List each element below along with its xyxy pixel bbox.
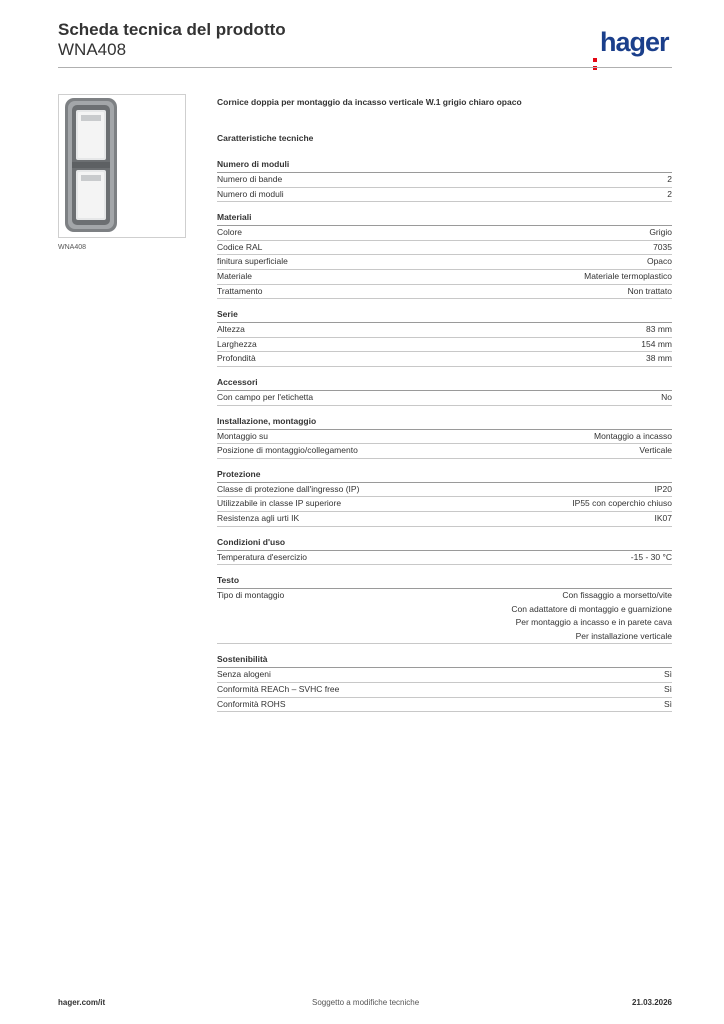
spec-row bbox=[217, 188, 672, 203]
product-image bbox=[58, 94, 186, 238]
spec-section bbox=[217, 211, 672, 299]
spec-row bbox=[217, 483, 672, 498]
spec-row bbox=[217, 551, 672, 566]
spec-value-line: Sì bbox=[663, 669, 672, 680]
spec-label: Conformità ROHS bbox=[217, 698, 286, 709]
section-title: Testo bbox=[217, 574, 672, 589]
spec-section bbox=[217, 653, 672, 712]
spec-section bbox=[217, 468, 672, 527]
spec-value bbox=[646, 323, 672, 337]
spec-row bbox=[217, 512, 672, 527]
spec-value bbox=[572, 497, 672, 511]
spec-value-line: Materiale termoplastico bbox=[584, 270, 672, 281]
spec-row bbox=[217, 430, 672, 445]
spec-value-line: Sì bbox=[663, 684, 672, 695]
double-frame-icon bbox=[59, 95, 185, 237]
spec-row bbox=[217, 255, 672, 270]
spec-label: Altezza bbox=[217, 324, 245, 335]
spec-value bbox=[653, 241, 672, 255]
spec-row bbox=[217, 391, 672, 406]
spec-value-line: 154 mm bbox=[641, 338, 672, 349]
spec-label: Conformità REACh – SVHC free bbox=[217, 684, 340, 695]
spec-value bbox=[641, 338, 672, 352]
spec-row bbox=[217, 352, 672, 367]
header-divider bbox=[58, 67, 672, 68]
spec-row bbox=[217, 270, 672, 285]
section-title: Condizioni d'uso bbox=[217, 536, 672, 551]
spec-label: Utilizzabile in classe IP superiore bbox=[217, 498, 342, 509]
spec-value-line: Montaggio a incasso bbox=[594, 430, 672, 441]
spec-row bbox=[217, 683, 672, 698]
product-name: Cornice doppia per montaggio da incasso verticale W.1 grigio chiaro opaco bbox=[217, 97, 522, 107]
spec-label: Numero di moduli bbox=[217, 188, 284, 199]
section-title: Accessori bbox=[217, 376, 672, 391]
spec-value-line: 2 bbox=[667, 188, 672, 199]
spec-row bbox=[217, 241, 672, 256]
spec-value-line: Per installazione verticale bbox=[575, 630, 672, 641]
spec-value bbox=[667, 188, 672, 202]
spec-value bbox=[511, 589, 672, 643]
spec-value bbox=[664, 683, 672, 697]
spec-value bbox=[655, 483, 673, 497]
spec-value bbox=[594, 430, 672, 444]
spec-value-line: No bbox=[661, 391, 672, 402]
spec-value bbox=[639, 444, 672, 458]
spec-value-line: 38 mm bbox=[646, 353, 672, 364]
product-code: WNA408 bbox=[58, 40, 127, 59]
spec-value-line: Sì bbox=[663, 698, 672, 709]
spec-value-line: IK07 bbox=[654, 512, 672, 523]
footer-date: 21.03.2026 bbox=[631, 998, 672, 1007]
spec-label: Temperatura d'esercizio bbox=[217, 551, 307, 562]
spec-value-line: IP55 con coperchio chiuso bbox=[572, 498, 672, 509]
spec-value-line: 2 bbox=[667, 174, 672, 184]
footer-notice: Soggetto a modifiche tecniche bbox=[312, 998, 420, 1007]
spec-value-line: Grigio bbox=[649, 227, 672, 238]
spec-value bbox=[664, 668, 672, 682]
spec-value-line: Verticale bbox=[639, 445, 672, 456]
section-title: Materiali bbox=[217, 211, 672, 226]
spec-value bbox=[661, 391, 672, 405]
spec-value bbox=[664, 698, 672, 712]
spec-label: Senza alogeni bbox=[217, 669, 271, 680]
spec-label: Materiale bbox=[217, 270, 252, 281]
spec-row bbox=[217, 668, 672, 683]
spec-section bbox=[217, 308, 672, 367]
spec-label: Larghezza bbox=[217, 338, 257, 349]
spec-value bbox=[628, 285, 672, 299]
spec-value bbox=[646, 352, 672, 366]
spec-section bbox=[217, 574, 672, 644]
product-image-caption: WNA408 bbox=[58, 244, 87, 251]
spec-label: Trattamento bbox=[217, 285, 263, 296]
spec-section bbox=[217, 376, 672, 406]
logo-text: hager bbox=[600, 27, 669, 57]
spec-value-line: Con adattatore di montaggio e guarnizione bbox=[511, 603, 672, 614]
spec-label: Profondità bbox=[217, 353, 256, 364]
spec-value-line: 7035 bbox=[653, 241, 672, 252]
spec-label: Classe di protezione dall'ingresso (IP) bbox=[217, 483, 360, 494]
spec-row bbox=[217, 589, 672, 644]
hager-logo bbox=[592, 26, 669, 58]
spec-value-line: Con fissaggio a morsetto/vite bbox=[562, 590, 672, 601]
spec-value bbox=[584, 270, 672, 284]
spec-sections bbox=[217, 158, 672, 712]
spec-value bbox=[647, 255, 672, 269]
page-title: Scheda tecnica del prodotto bbox=[58, 20, 286, 39]
spec-label: finitura superficiale bbox=[217, 256, 288, 267]
section-title: Numero di moduli bbox=[217, 158, 672, 173]
spec-row bbox=[217, 698, 672, 713]
section-title: Serie bbox=[217, 308, 672, 323]
spec-row bbox=[217, 285, 672, 300]
spec-label: Codice RAL bbox=[217, 241, 263, 252]
spec-heading: Caratteristiche tecniche bbox=[217, 133, 314, 143]
spec-label: Resistenza agli urti IK bbox=[217, 512, 300, 523]
spec-label: Tipo di montaggio bbox=[217, 590, 285, 601]
spec-row bbox=[217, 173, 672, 188]
spec-value-line: IP20 bbox=[654, 483, 672, 494]
spec-label: Numero di bande bbox=[217, 174, 283, 184]
spec-row bbox=[217, 497, 672, 512]
spec-section bbox=[217, 536, 672, 566]
spec-content bbox=[217, 96, 672, 721]
section-title: Sostenibilità bbox=[217, 653, 672, 668]
spec-row bbox=[217, 323, 672, 338]
spec-value bbox=[631, 551, 672, 565]
spec-label: Con campo per l'etichetta bbox=[217, 391, 314, 402]
spec-section bbox=[217, 158, 672, 202]
spec-label: Posizione di montaggio/collegamento bbox=[217, 445, 358, 456]
footer-website-link[interactable]: hager.com/it bbox=[58, 998, 106, 1007]
spec-value bbox=[667, 173, 672, 187]
spec-row bbox=[217, 444, 672, 459]
spec-row bbox=[217, 338, 672, 353]
spec-value bbox=[655, 512, 673, 526]
spec-section bbox=[217, 415, 672, 459]
section-title: Installazione, montaggio bbox=[217, 415, 672, 430]
spec-value-line: Per montaggio a incasso e in parete cava bbox=[515, 617, 672, 628]
spec-row bbox=[217, 226, 672, 241]
spec-value bbox=[649, 226, 672, 240]
spec-label: Montaggio su bbox=[217, 430, 269, 441]
spec-value-line: Non trattato bbox=[627, 285, 672, 296]
spec-value-line: -15 - 30 °C bbox=[630, 551, 672, 562]
spec-label: Colore bbox=[217, 227, 243, 238]
spec-value-line: Opaco bbox=[646, 256, 672, 267]
spec-value-line: 83 mm bbox=[646, 324, 672, 335]
section-title: Protezione bbox=[217, 468, 672, 483]
